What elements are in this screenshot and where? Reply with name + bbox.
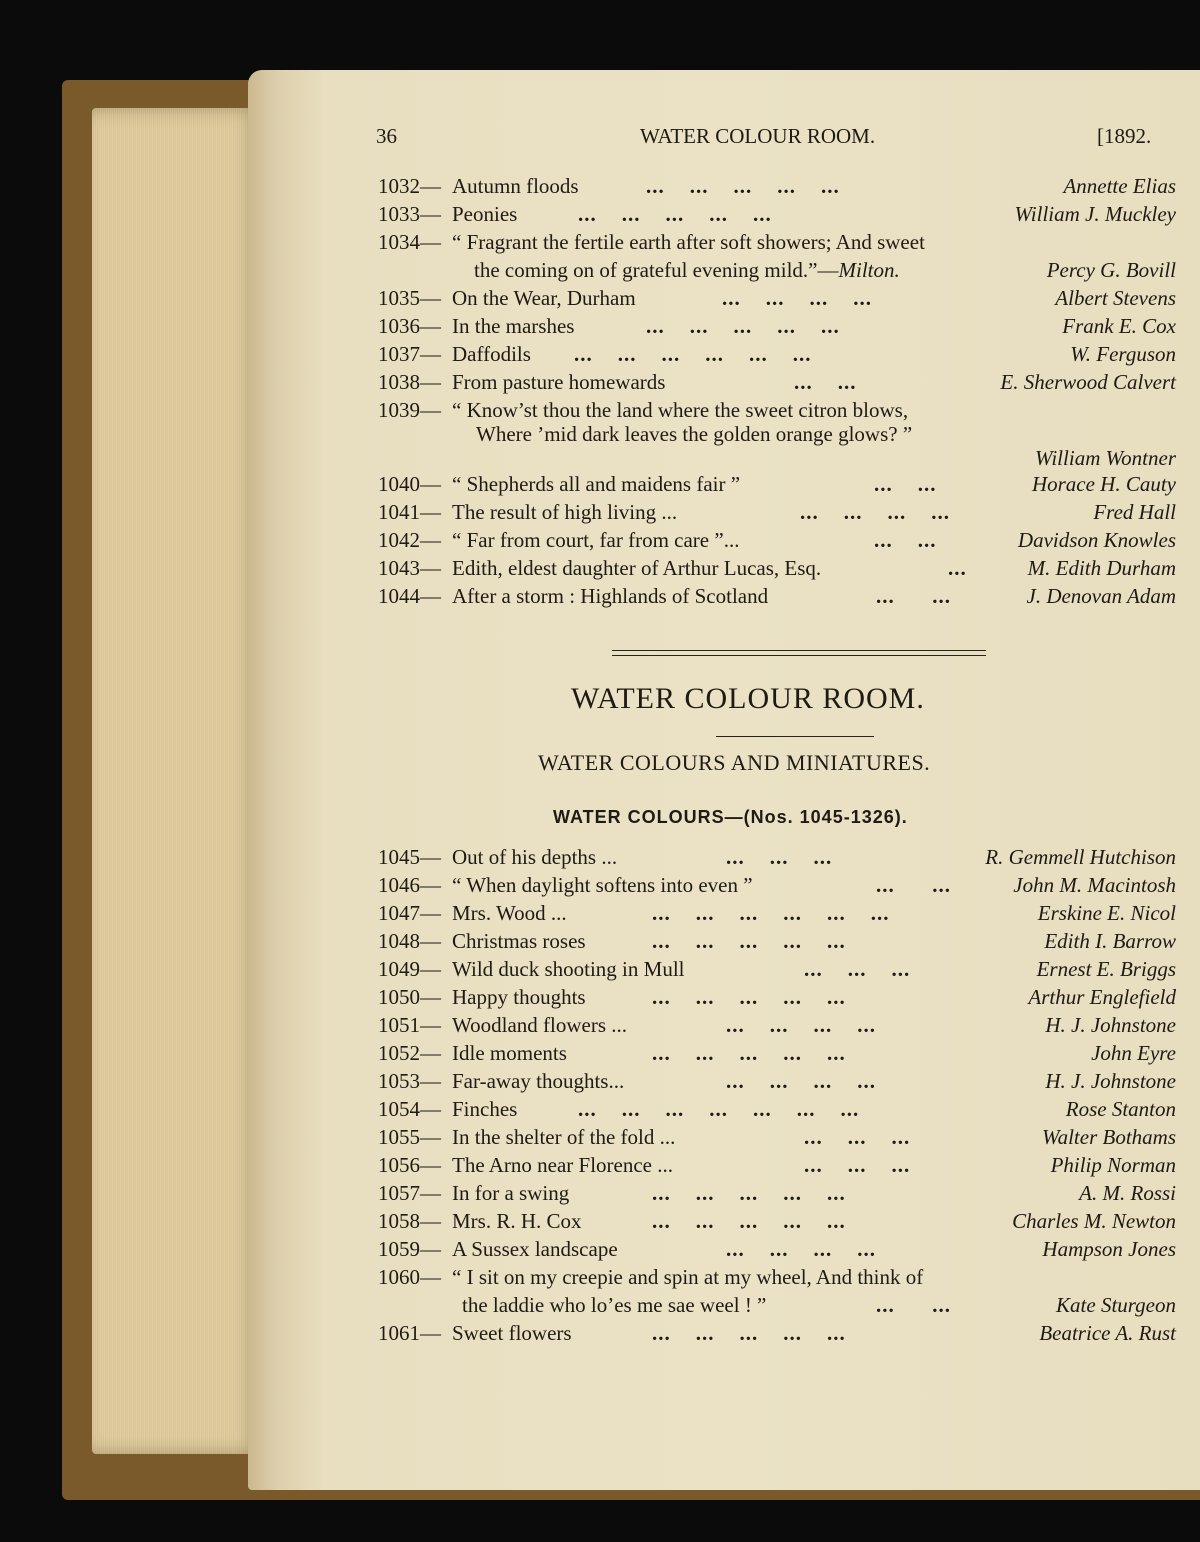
entry-number: 1054— [378, 1097, 441, 1121]
entry-artist: Edith I. Barrow [1044, 929, 1176, 953]
entry-title: From pasture homewards [452, 370, 666, 394]
entry-title: Idle moments [452, 1041, 567, 1065]
entry-title: Happy thoughts [452, 985, 586, 1009]
entry-continuation [378, 256, 1176, 284]
section-subtitle: WATER COLOURS AND MINIATURES. [538, 750, 931, 775]
entry-title: Wild duck shooting in Mull [452, 957, 685, 981]
entry-title: Peonies [452, 202, 518, 226]
entry-number: 1050— [378, 985, 441, 1009]
entry-artist: A. M. Rossi [1079, 1181, 1176, 1205]
entry: 1061— Sweet flowers ... ... ... ... ... Beatrice A. Rust [378, 1321, 1176, 1345]
entry: 1036— In the marshes ... ... ... ... ... Frank E. Cox [378, 314, 1176, 338]
entry-number: 1051— [378, 1013, 441, 1037]
divider-bottom [612, 655, 986, 656]
entry-number: 1045— [378, 845, 441, 869]
entry-artist-line [378, 444, 1176, 472]
entry: 1047— Mrs. Wood ... ... ... ... ... ... ... Erskine E. Nicol [378, 901, 1176, 925]
entry-number: 1052— [378, 1041, 441, 1065]
entry-title: Sweet flowers [452, 1321, 572, 1345]
entry-title: The result of high living ... [452, 500, 678, 524]
entry-title: “ Shepherds all and maidens fair ” [452, 472, 741, 496]
entry-continuation: the laddie who lo’es me sae weel ! ” ... ... Kate Sturgeon [462, 1293, 1176, 1317]
entry-number: 1055— [378, 1125, 441, 1149]
entry-title: Woodland flowers ... [452, 1013, 628, 1037]
entry: 1041— The result of high living ... ... ... ... ... Fred Hall [378, 500, 1176, 524]
entry-number: 1034— [378, 230, 441, 254]
entry-title: In for a swing [452, 1181, 570, 1205]
entry-artist: Walter Bothams [1042, 1125, 1176, 1149]
entry: 1035— On the Wear, Durham ... ... ... ... Albert Stevens [378, 286, 1176, 310]
entry-number: 1058— [378, 1209, 441, 1233]
entry-artist: W. Ferguson [1070, 342, 1176, 366]
entry: 1053— Far-away thoughts... ... ... ... ... H. J. Johnstone [378, 1069, 1176, 1093]
entry: 1049— Wild duck shooting in Mull ... ... ... Ernest E. Briggs [378, 957, 1176, 981]
divider-top [612, 650, 986, 651]
page-number: 36 [376, 124, 397, 148]
entry-number: 1037— [378, 342, 441, 366]
entry-artist: Fred Hall [1093, 500, 1176, 524]
entry-number: 1032— [378, 174, 441, 198]
entry-number: 1041— [378, 500, 441, 524]
entry: 1043— Edith, eldest daughter of Arthur Lucas, Esq. ... M. Edith Durham [378, 556, 1176, 580]
entry-title: Christmas roses [452, 929, 586, 953]
entry-title: “ Fragrant the fertile earth after soft showers; And sweet [452, 230, 925, 254]
entry: 1057— In for a swing ... ... ... ... ... A. M. Rossi [378, 1181, 1176, 1205]
entry-title: Daffodils [452, 342, 531, 366]
entry-artist: Rose Stanton [1065, 1097, 1176, 1121]
entry-artist: Kate Sturgeon [1056, 1293, 1176, 1317]
entry: 1055— In the shelter of the fold ... ... ... ... Walter Bothams [378, 1125, 1176, 1149]
entry: 1059— A Sussex landscape ... ... ... ... Hampson Jones [378, 1237, 1176, 1261]
entry-number: 1061— [378, 1321, 441, 1345]
entry: 1058— Mrs. R. H. Cox ... ... ... ... ... Charles M. Newton [378, 1209, 1176, 1233]
entry-title: “ Know’st thou the land where the sweet citron blows, [452, 398, 909, 422]
entry-title: Mrs. R. H. Cox [452, 1209, 582, 1233]
entry-number: 1048— [378, 929, 441, 953]
entry: 1032— Autumn floods ... ... ... ... ... Annette Elias [378, 174, 1176, 198]
entry-title-cont: the laddie who lo’es me sae weel ! ” [462, 1293, 767, 1317]
entry: 1056— The Arno near Florence ... ... ... ... Philip Norman [378, 1153, 1176, 1177]
entry-title: “ Far from court, far from care ”... [452, 528, 740, 552]
entry-number: 1056— [378, 1153, 441, 1177]
entry: 1054— Finches ... ... ... ... ... ... ... Rose Stanton [378, 1097, 1176, 1121]
entry-title: Edith, eldest daughter of Arthur Lucas, Esq. [452, 556, 822, 580]
page-edges [92, 108, 262, 1454]
section-heading: WATER COLOURS—(Nos. 1045-1326). [553, 807, 908, 827]
entry [378, 228, 1176, 256]
entry-number: 1059— [378, 1237, 441, 1261]
entry-artist: Ernest E. Briggs [1036, 957, 1176, 981]
entry: 1038— From pasture homewards ... ... E. Sherwood Calvert [378, 370, 1176, 394]
entry-artist: William Wontner [1035, 446, 1176, 470]
entry-title: The Arno near Florence ... [452, 1153, 674, 1177]
running-title: WATER COLOUR ROOM. [640, 124, 876, 148]
entry: 1051— Woodland flowers ... ... ... ... ... H. J. Johnstone [378, 1013, 1176, 1037]
entry-artist: Horace H. Cauty [1031, 472, 1176, 496]
entry-number: 1044— [378, 584, 441, 608]
entry-artist: John Eyre [1091, 1041, 1176, 1065]
entry-number: 1047— [378, 901, 441, 925]
entry-title-cont: the coming on of grateful evening mild.”— [474, 258, 839, 282]
entry-number: 1039— [378, 398, 441, 422]
entry-artist: Arthur Englefield [1028, 985, 1176, 1009]
title-underline [716, 736, 874, 737]
entry-artist: Davidson Knowles [1017, 528, 1176, 552]
section-title: WATER COLOUR ROOM. [571, 682, 925, 715]
quote-source: Milton. [838, 258, 900, 282]
entry-artist: Albert Stevens [1055, 286, 1176, 310]
entry: 1033— Peonies ... ... ... ... ... William J. Muckley [378, 202, 1176, 226]
entry-artist: John M. Macintosh [1013, 873, 1176, 897]
entry-artist: Philip Norman [1050, 1153, 1176, 1177]
entry-title-cont: Where ’mid dark leaves the golden orange glows? ” [476, 422, 913, 446]
entry-number: 1038— [378, 370, 441, 394]
entry-artist: J. Denovan Adam [1026, 584, 1176, 608]
entry-title: Mrs. Wood ... [452, 901, 567, 925]
entry: 1037— Daffodils ... ... ... ... ... ... W. Ferguson [378, 342, 1176, 366]
entry-artist: Charles M. Newton [1012, 1209, 1176, 1233]
entry: 1052— Idle moments ... ... ... ... ... John Eyre [378, 1041, 1176, 1065]
entry-artist: H. J. Johnstone [1045, 1013, 1176, 1037]
entry: 1044— After a storm : Highlands of Scotland ... ... J. Denovan Adam [378, 584, 1176, 608]
entry: 1048— Christmas roses ... ... ... ... ... Edith I. Barrow [378, 929, 1176, 953]
entry-title: A Sussex landscape [452, 1237, 618, 1261]
entry-artist: Erskine E. Nicol [1037, 901, 1176, 925]
entry-number: 1040— [378, 472, 441, 496]
entry-artist: R. Gemmell Hutchison [985, 845, 1176, 869]
entry-number: 1060— [378, 1265, 441, 1289]
entry-title: On the Wear, Durham [452, 286, 636, 310]
entry-artist: Frank E. Cox [1062, 314, 1176, 338]
entry: 1050— Happy thoughts ... ... ... ... ... Arthur Englefield [378, 985, 1176, 1009]
entry-title: Far-away thoughts... [452, 1069, 625, 1093]
entry: 1046— “ When daylight softens into even ” ... ... John M. Macintosh [378, 873, 1176, 897]
entry-artist: William J. Muckley [1014, 202, 1176, 226]
entry-title: Out of his depths ... [452, 845, 618, 869]
entry-title: In the shelter of the fold ... [452, 1125, 676, 1149]
entry-artist: Annette Elias [1063, 174, 1176, 198]
running-year: [1892. [1097, 124, 1152, 148]
entry: 1045— Out of his depths ... ... ... ... R. Gemmell Hutchison [378, 845, 1176, 869]
entry-artist: Beatrice A. Rust [1039, 1321, 1176, 1345]
entry-number: 1053— [378, 1069, 441, 1093]
entry-title: Finches [452, 1097, 518, 1121]
entry-number: 1043— [378, 556, 441, 580]
entry-artist: H. J. Johnstone [1045, 1069, 1176, 1093]
entry-number: 1057— [378, 1181, 441, 1205]
entry-number: 1046— [378, 873, 441, 897]
entry-artist: M. Edith Durham [1027, 556, 1176, 580]
entry-title: Autumn floods [452, 174, 579, 198]
entry-title: In the marshes [452, 314, 575, 338]
entry-number: 1033— [378, 202, 441, 226]
entry-artist: Percy G. Bovill [1046, 258, 1176, 282]
entry: 1042— “ Far from court, far from care ”... ... ... Davidson Knowles [378, 528, 1176, 552]
entry-number: 1042— [378, 528, 441, 552]
entry-title: “ I sit on my creepie and spin at my wheel, And think of [452, 1265, 924, 1289]
entry: 1040— “ Shepherds all and maidens fair ” ... ... Horace H. Cauty [378, 472, 1176, 496]
entry-number: 1035— [378, 286, 441, 310]
entry [378, 1263, 1176, 1291]
entry-artist: E. Sherwood Calvert [1000, 370, 1176, 394]
entry-title: “ When daylight softens into even ” [452, 873, 753, 897]
entry-artist: Hampson Jones [1042, 1237, 1176, 1261]
entry-title: After a storm : Highlands of Scotland [452, 584, 769, 608]
entry-number: 1049— [378, 957, 441, 981]
entry-number: 1036— [378, 314, 441, 338]
